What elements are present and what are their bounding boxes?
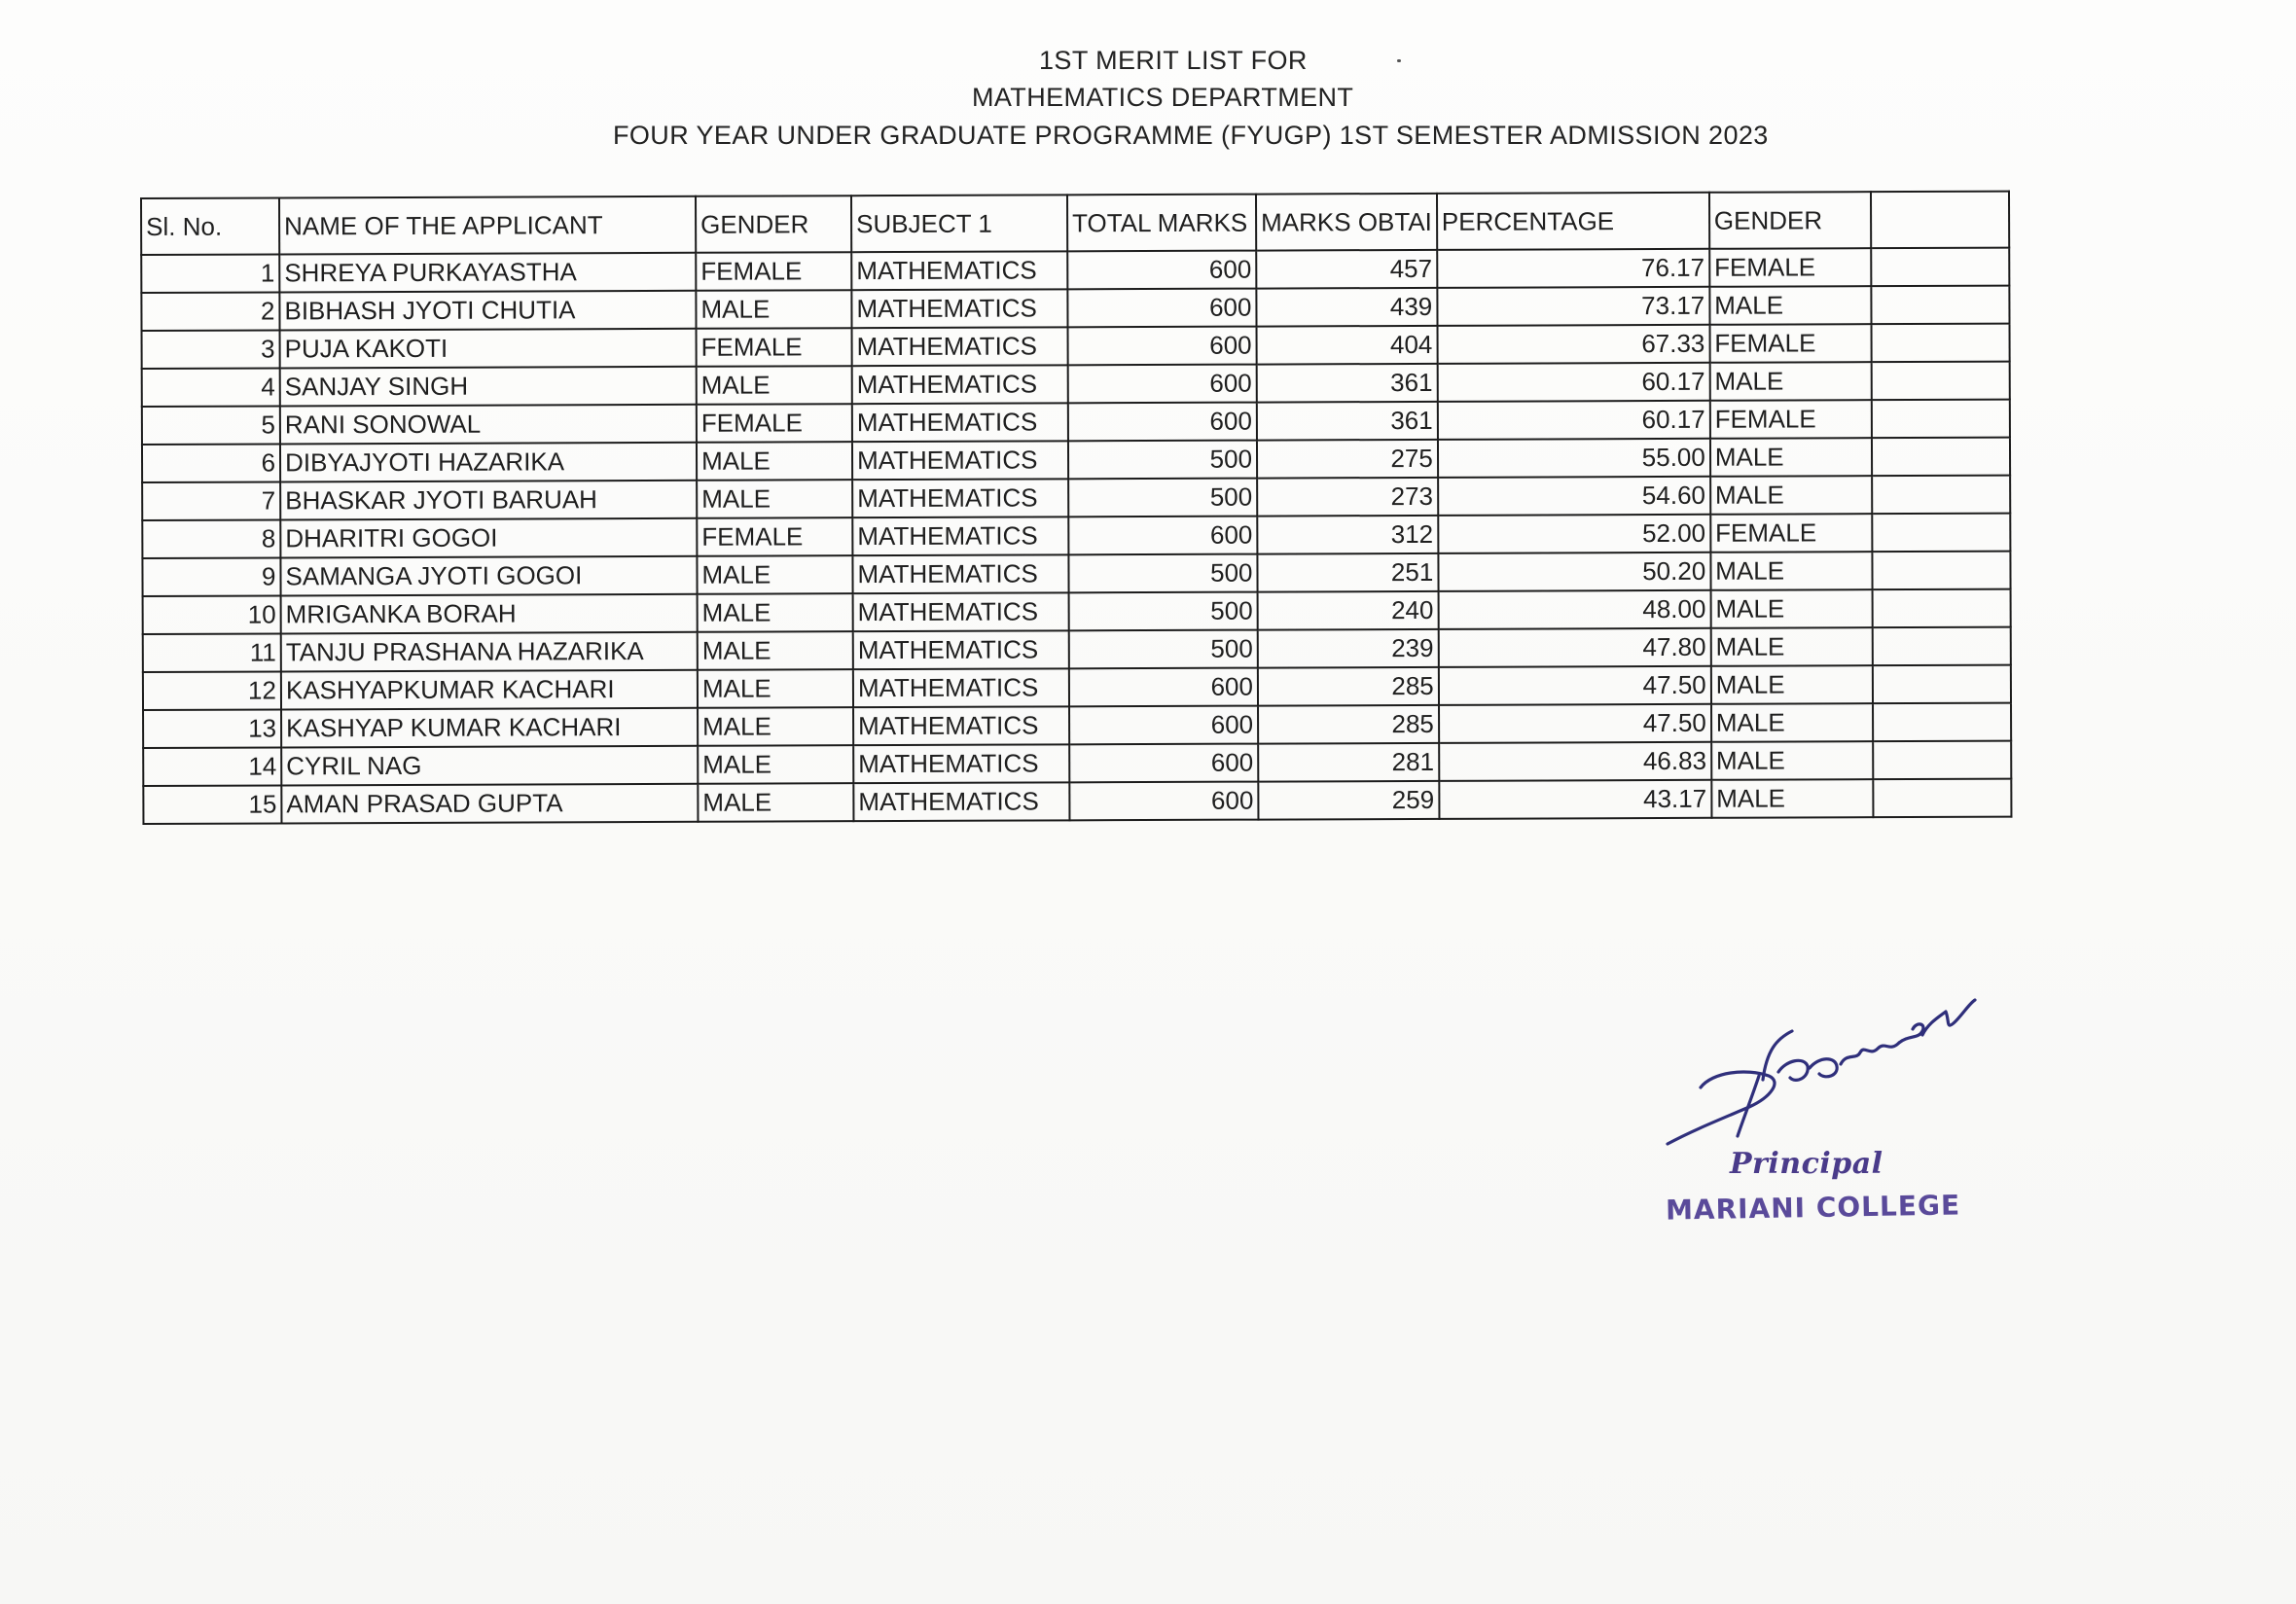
cell-sl-no: 3 [142, 330, 280, 369]
cell-sl-no: 6 [142, 444, 280, 482]
cell-percentage: 50.20 [1438, 552, 1710, 591]
cell-marks-obtained: 275 [1257, 440, 1438, 479]
cell-subject: MATHEMATICS [851, 289, 1067, 328]
cell-subject: MATHEMATICS [852, 517, 1068, 555]
header-sl-no: Sl. No. [141, 197, 279, 255]
cell-subject: MATHEMATICS [853, 668, 1069, 707]
cell-subject: MATHEMATICS [853, 630, 1069, 669]
cell-subject: MATHEMATICS [853, 744, 1069, 783]
cell-total-marks: 600 [1069, 668, 1258, 707]
cell-percentage: 76.17 [1437, 249, 1709, 288]
cell-total-marks: 600 [1068, 403, 1257, 442]
cell-gender: MALE [697, 480, 852, 518]
cell-gender-2: FEMALE [1710, 514, 1872, 552]
cell-subject: MATHEMATICS [852, 554, 1068, 593]
cell-sl-no: 1 [141, 254, 279, 293]
cell-total-marks: 500 [1068, 441, 1257, 480]
cell-blank [1871, 324, 2009, 363]
cell-subject: MATHEMATICS [852, 479, 1068, 517]
cell-applicant-name: CYRIL NAG [281, 746, 698, 786]
cell-applicant-name: DHARITRI GOGOI [280, 518, 697, 558]
cell-gender-2: MALE [1709, 286, 1871, 325]
cell-gender: MALE [696, 290, 851, 329]
cell-sl-no: 15 [143, 785, 281, 824]
cell-gender-2: MALE [1711, 703, 1873, 742]
cell-percentage: 60.17 [1438, 401, 1710, 440]
cell-gender-2: MALE [1709, 362, 1871, 401]
cell-applicant-name: AMAN PRASAD GUPTA [281, 784, 698, 824]
stamp-college-name: MARIANI COLLEGE [1665, 1189, 1961, 1227]
cell-marks-obtained: 259 [1258, 781, 1439, 820]
cell-sl-no: 10 [143, 595, 281, 634]
table-row [143, 779, 2011, 824]
cell-blank [1872, 400, 2010, 439]
cell-sl-no: 4 [142, 368, 280, 407]
cell-gender: FEMALE [697, 404, 852, 443]
cell-total-marks: 600 [1068, 517, 1257, 555]
merit-list-table [140, 191, 2012, 825]
cell-blank [1872, 438, 2010, 477]
cell-blank [1872, 514, 2010, 552]
cell-subject: MATHEMATICS [851, 251, 1067, 290]
cell-gender: MALE [698, 783, 853, 822]
cell-gender: MALE [698, 669, 853, 708]
cell-gender-2: FEMALE [1710, 400, 1872, 439]
cell-applicant-name: KASHYAP KUMAR KACHARI [281, 708, 698, 748]
cell-percentage: 60.17 [1437, 363, 1709, 402]
cell-gender: MALE [698, 593, 853, 632]
cell-blank [1871, 362, 2009, 401]
cell-blank [1872, 552, 2010, 590]
cell-percentage: 47.50 [1439, 666, 1711, 705]
cell-subject: MATHEMATICS [853, 782, 1069, 821]
cell-blank [1873, 665, 2011, 704]
header-blank [1871, 192, 2009, 249]
cell-subject: MATHEMATICS [853, 592, 1069, 631]
cell-applicant-name: DIBYAJYOTI HAZARIKA [280, 443, 697, 482]
header-gender-2: GENDER [1709, 192, 1871, 249]
cell-marks-obtained: 240 [1258, 591, 1439, 630]
cell-marks-obtained: 281 [1258, 743, 1439, 782]
cell-total-marks: 500 [1068, 554, 1257, 593]
cell-gender: MALE [698, 631, 853, 670]
cell-blank [1873, 703, 2011, 742]
cell-total-marks: 500 [1069, 630, 1258, 669]
cell-blank [1872, 476, 2010, 515]
cell-applicant-name: KASHYAPKUMAR KACHARI [281, 670, 698, 710]
cell-applicant-name: MRIGANKA BORAH [281, 594, 698, 634]
cell-percentage: 47.80 [1438, 628, 1710, 667]
cell-marks-obtained: 404 [1257, 326, 1438, 365]
cell-blank [1873, 741, 2011, 780]
cell-percentage: 48.00 [1438, 590, 1710, 629]
signature-block [1654, 992, 2063, 1245]
cell-total-marks: 500 [1069, 592, 1258, 631]
cell-marks-obtained: 312 [1257, 516, 1438, 554]
cell-percentage: 67.33 [1437, 325, 1709, 364]
heading-line-2: MATHEMATICS DEPARTMENT [972, 83, 1354, 112]
cell-marks-obtained: 361 [1257, 402, 1438, 441]
cell-subject: MATHEMATICS [853, 706, 1069, 745]
cell-total-marks: 600 [1069, 744, 1258, 783]
cell-marks-obtained: 439 [1256, 288, 1437, 327]
cell-applicant-name: TANJU PRASHANA HAZARIKA [281, 632, 698, 672]
cell-applicant-name: BHASKAR JYOTI BARUAH [280, 481, 697, 520]
cell-percentage: 43.17 [1439, 780, 1711, 819]
cell-total-marks: 600 [1068, 365, 1257, 404]
cell-marks-obtained: 273 [1257, 478, 1438, 517]
cell-gender-2: MALE [1711, 779, 1873, 818]
header-percentage: PERCENTAGE [1437, 193, 1709, 250]
header-gender: GENDER [696, 196, 851, 253]
cell-percentage: 46.83 [1439, 742, 1711, 781]
cell-applicant-name: PUJA KAKOTI [280, 329, 697, 369]
cell-percentage: 54.60 [1438, 477, 1710, 516]
cell-subject: MATHEMATICS [852, 327, 1068, 366]
cell-percentage: 47.50 [1439, 704, 1711, 743]
cell-gender-2: MALE [1710, 627, 1872, 666]
cell-gender-2: FEMALE [1709, 324, 1871, 363]
cell-total-marks: 500 [1068, 479, 1257, 517]
cell-subject: MATHEMATICS [852, 441, 1068, 480]
header-total-marks: TOTAL MARKS [1067, 195, 1256, 252]
cell-sl-no: 2 [141, 292, 279, 331]
cell-blank [1872, 627, 2010, 666]
cell-gender-2: MALE [1710, 589, 1872, 628]
principal-signature [1654, 992, 2063, 1158]
cell-gender: FEMALE [696, 252, 851, 291]
cell-marks-obtained: 457 [1256, 250, 1437, 289]
cell-gender: MALE [698, 707, 853, 746]
cell-applicant-name: BIBHASH JYOTI CHUTIA [279, 291, 696, 331]
cell-gender-2: MALE [1710, 438, 1872, 477]
table-header-row [141, 192, 2009, 255]
cell-subject: MATHEMATICS [852, 403, 1068, 442]
cell-gender-2: MALE [1710, 552, 1872, 590]
cell-total-marks: 600 [1067, 289, 1256, 328]
cell-total-marks: 600 [1069, 782, 1258, 821]
cell-blank [1872, 589, 2010, 628]
cell-marks-obtained: 285 [1258, 705, 1439, 744]
cell-sl-no: 5 [142, 406, 280, 445]
cell-gender: MALE [697, 366, 852, 405]
cell-gender: FEMALE [697, 328, 852, 367]
cell-gender: MALE [697, 555, 852, 594]
cell-gender-2: MALE [1711, 665, 1873, 704]
cell-sl-no: 12 [143, 671, 281, 710]
cell-gender: MALE [697, 442, 852, 481]
cell-applicant-name: SANJAY SINGH [280, 367, 697, 407]
header-marks-obtained: MARKS OBTAI [1256, 194, 1437, 251]
cell-percentage: 52.00 [1438, 515, 1710, 553]
heading-line-1: 1ST MERIT LIST FOR [1039, 46, 1308, 75]
paper-speck [1397, 59, 1401, 62]
cell-blank [1873, 779, 2011, 818]
cell-gender: MALE [698, 745, 853, 784]
cell-gender: FEMALE [697, 517, 852, 556]
cell-gender-2: FEMALE [1709, 248, 1871, 287]
cell-applicant-name: SHREYA PURKAYASTHA [279, 253, 696, 293]
cell-sl-no: 7 [142, 481, 280, 520]
cell-sl-no: 8 [142, 519, 280, 558]
cell-applicant-name: RANI SONOWAL [280, 405, 697, 445]
cell-applicant-name: SAMANGA JYOTI GOGOI [280, 556, 697, 596]
cell-blank [1871, 286, 2009, 325]
heading-line-3: FOUR YEAR UNDER GRADUATE PROGRAMME (FYUGP) 1ST SEMESTER ADMISSION 2023 [613, 121, 1769, 150]
cell-percentage: 73.17 [1437, 287, 1709, 326]
cell-subject: MATHEMATICS [852, 365, 1068, 404]
cell-sl-no: 11 [143, 633, 281, 672]
cell-marks-obtained: 251 [1257, 553, 1438, 592]
cell-gender-2: MALE [1710, 476, 1872, 515]
stamp-principal: Principal [1730, 1147, 1883, 1181]
merit-table-body [141, 192, 2011, 824]
cell-total-marks: 600 [1067, 251, 1256, 290]
cell-sl-no: 14 [143, 747, 281, 786]
cell-sl-no: 13 [143, 709, 281, 748]
cell-marks-obtained: 361 [1257, 364, 1438, 403]
cell-percentage: 55.00 [1438, 439, 1710, 478]
cell-marks-obtained: 285 [1258, 667, 1439, 706]
cell-blank [1871, 248, 2009, 287]
cell-sl-no: 9 [142, 557, 280, 596]
cell-total-marks: 600 [1069, 706, 1258, 745]
cell-total-marks: 600 [1068, 327, 1257, 366]
cell-gender-2: MALE [1711, 741, 1873, 780]
header-subject: SUBJECT 1 [851, 195, 1067, 252]
cell-marks-obtained: 239 [1258, 629, 1439, 668]
header-applicant-name: NAME OF THE APPLICANT [279, 196, 696, 255]
